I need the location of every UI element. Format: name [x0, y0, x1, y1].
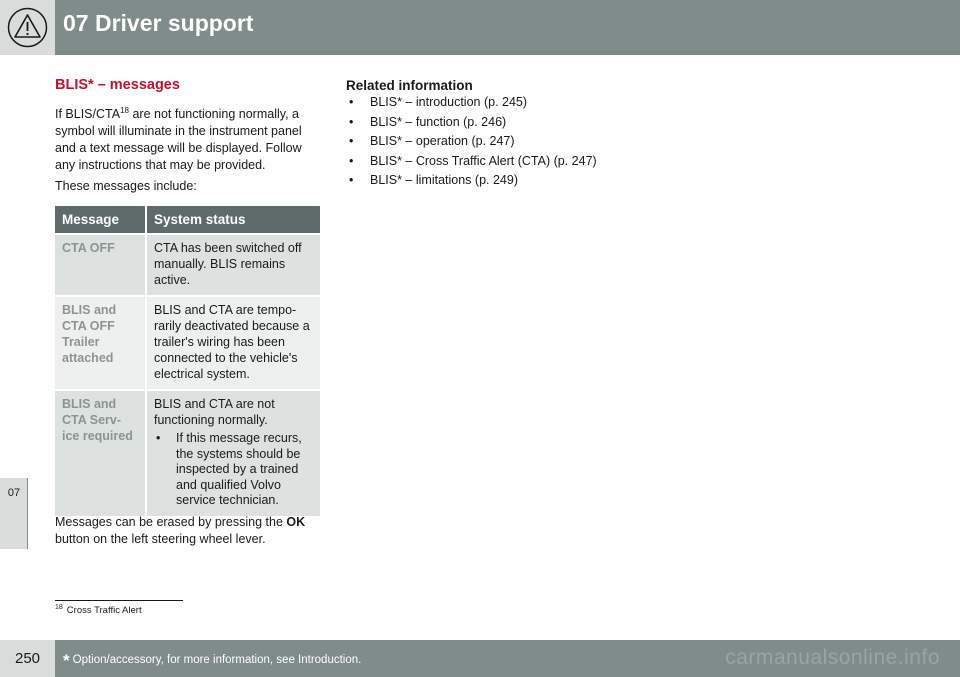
intro-paragraph [55, 106, 320, 174]
chapter-tab [0, 478, 28, 549]
related-link[interactable]: • BLIS* – function (p. 246) [346, 114, 597, 134]
outro-paragraph [55, 514, 320, 548]
related-link[interactable]: • BLIS* – limitations (p. 249) [346, 172, 597, 192]
page-number: 250 [14, 650, 41, 667]
outro-text-end: button on the left steering wheel lever. [55, 532, 266, 546]
section-title: BLIS* – messages [55, 77, 180, 93]
chapter-tab-label: 07 [7, 487, 21, 499]
option-star: * [63, 651, 70, 670]
related-list [346, 94, 597, 192]
status-cell: BLIS and CTA are tempo-rarily deactivated because a trailer's wiring has been connected to the vehicle's electrical system. [147, 295, 320, 389]
related-link[interactable]: • BLIS* – Cross Traffic Alert (CTA) (p. 247) [346, 153, 597, 173]
messages-table [55, 206, 320, 516]
page-title: 07 Driver support [63, 10, 254, 36]
header-icon-box [0, 0, 55, 55]
message-cell: BLIS and CTA OFF Trailer attached [55, 295, 147, 389]
intro-text-end: are not functioning normally, a symbol will illuminate in the instrument panel and a text message will be displayed. Follow any instructions that may be provided. [55, 107, 302, 172]
warning-triangle-icon [6, 6, 49, 49]
related-link[interactable]: • BLIS* – operation (p. 247) [346, 133, 597, 153]
message-cell: BLIS and CTA Serv-ice required [55, 389, 147, 516]
footer-note [63, 651, 361, 671]
related-heading: Related information [346, 78, 473, 93]
status-text: BLIS and CTA are not functioning normally. [154, 397, 275, 427]
footnote-number: 18 [55, 604, 63, 611]
footnote-divider [55, 600, 183, 601]
status-cell: CTA has been switched off manually. BLIS remains active. [147, 233, 320, 295]
column-header-message: Message [55, 206, 147, 233]
status-bullets [154, 431, 313, 509]
footer-note-text: Option/accessory, for more information, see Introduction. [72, 654, 362, 666]
footnote [55, 604, 142, 616]
message-cell: CTA OFF [55, 233, 147, 295]
footer-page-box [0, 640, 55, 677]
footnote-text: Cross Traffic Alert [66, 605, 142, 617]
ok-button-label: OK [286, 515, 306, 529]
column-header-status: System status [147, 206, 320, 233]
footnote-ref[interactable]: 18 [120, 105, 129, 115]
list-intro: These messages include: [55, 179, 197, 193]
header-bar [55, 0, 960, 55]
related-link[interactable]: • BLIS* – introduction (p. 245) [346, 94, 597, 114]
status-bullet-item: • If this message recurs, the systems should be inspected by a trained and qualified Volvo service technician. [154, 431, 313, 509]
table-row [55, 295, 320, 389]
outro-text-start: Messages can be erased by pressing the [55, 515, 287, 529]
intro-text-start: If BLIS/CTA [55, 107, 121, 121]
table-row [55, 389, 320, 516]
status-cell [147, 389, 320, 516]
table-row [55, 233, 320, 295]
footer-bar [55, 640, 960, 677]
watermark: carmanualsonline.info [725, 646, 940, 669]
